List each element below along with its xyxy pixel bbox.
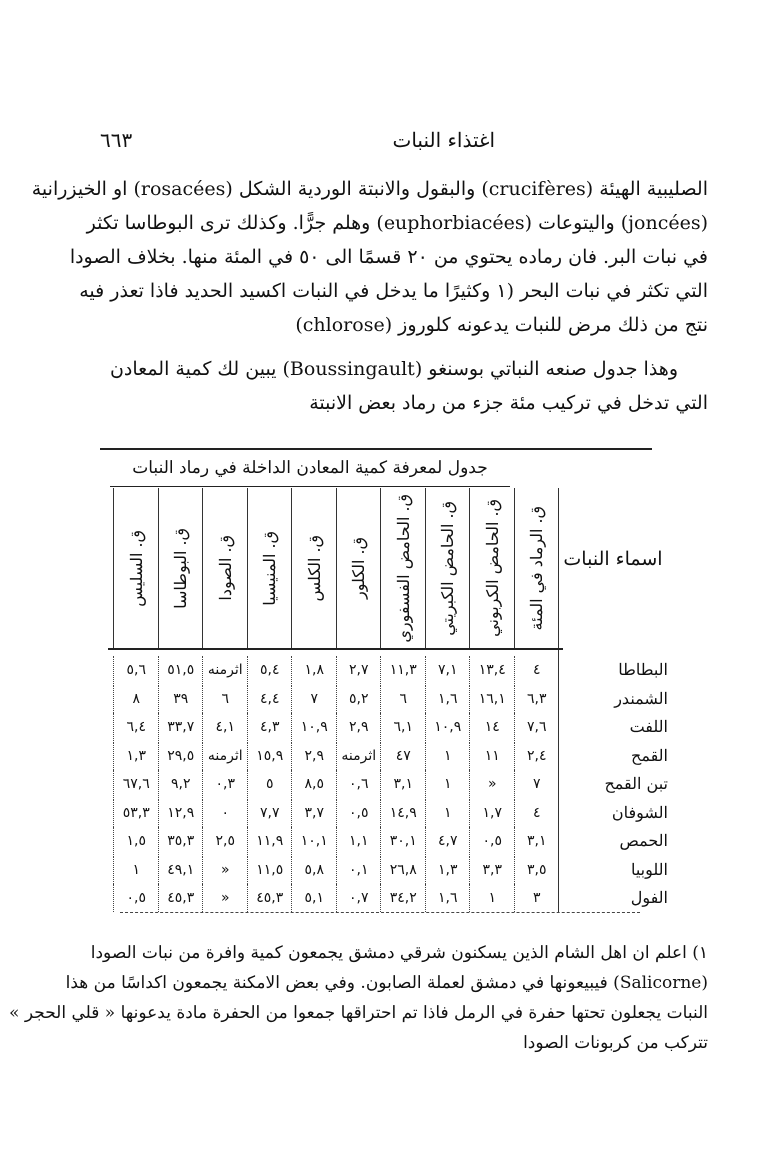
table-cell: ٤,٣ [247, 713, 293, 741]
table-cell: ١ [425, 742, 471, 770]
table-cell: » [202, 856, 248, 884]
table-cell: ٨ [113, 685, 159, 713]
table-cell: ٦ [380, 685, 426, 713]
table-cell: ١٥,٩ [247, 742, 293, 770]
table-cell: اثرمنه [202, 742, 248, 770]
table-cell: ٥١,٥ [158, 656, 204, 684]
table-row [108, 656, 668, 684]
column-header-label: ق. البوطاسا [171, 527, 191, 609]
text-line: وهذا جدول صنعه النباتي بوسنغو (Boussingault) يبين لك كمية المعادن [109, 358, 678, 380]
table-cell: ١٤,٩ [380, 799, 426, 827]
running-header [100, 128, 680, 158]
table-cell: ١٠,٩ [425, 713, 471, 741]
text-line: في نبات البر. فان رماده يحتوي من ٢٠ قسمًا الى ٥٠ في المئة منها. بخلاف الصودا [69, 246, 708, 268]
table-cell: ٧ [291, 685, 337, 713]
text-line: (joncées) واليتوعات (euphorbiacées) وهلم جرًّا. وكذلك ترى البوطاسا تكثر [86, 212, 708, 234]
column-header [202, 488, 248, 648]
column-header [113, 488, 159, 648]
plant-name: اللوبيا [630, 859, 668, 879]
paragraph-table-intro [100, 352, 708, 420]
table-cell: ١٤ [469, 713, 515, 741]
table-cell: ٤٥,٣ [247, 884, 293, 912]
table-cell: ١١,٩ [247, 827, 293, 855]
table-cell: ١١ [469, 742, 515, 770]
table-cell: ٥,٢ [336, 685, 382, 713]
text-line: التي تكثر في نبات البحر (١ وكثيرًا ما يدخل في النبات اكسيد الحديد فاذا تعذر فيه [79, 280, 708, 302]
table-cell: ٢,٩ [291, 742, 337, 770]
table-cell: ٠,٦ [336, 770, 382, 798]
table-row [108, 742, 668, 770]
table-cell: ٤,١ [202, 713, 248, 741]
table-cell: ٠,٥ [113, 884, 159, 912]
paragraph-intro [31, 172, 708, 342]
table-cell: ٥,٨ [291, 856, 337, 884]
running-title: اغتذاء النبات [392, 128, 495, 152]
table-cell: ٦,٤ [113, 713, 159, 741]
column-header-label: ق. الصودا [215, 535, 235, 601]
footnote-line: (Salicorne) فيبيعونها في دمشق لعملة الصابون. وفي بعض الامكنة يجمعون اكداسًا من هذا [65, 973, 708, 993]
table-caption: جدول لمعرفة كمية المعادن الداخلة في رماد النبات [132, 458, 488, 478]
table-row [108, 713, 668, 741]
table-cell: ٤ [514, 656, 560, 684]
table-cell: ١١,٥ [247, 856, 293, 884]
table-cell: ٣٩ [158, 685, 204, 713]
table-cell: ٤,٤ [247, 685, 293, 713]
plant-names-header: اسماء النبات [563, 548, 663, 570]
column-header [247, 488, 293, 648]
table-cell: ٧,٦ [514, 713, 560, 741]
table-row [108, 770, 668, 798]
table-cell: ٣٥,٣ [158, 827, 204, 855]
table-header-rule [108, 648, 563, 650]
table-cell: ٢,٩ [336, 713, 382, 741]
footnote-line: ١) اعلم ان اهل الشام الذين يسكنون شرقي دمشق يجمعون كمية وافرة من نبات الصودا [90, 943, 708, 963]
column-header-label: ق. الحامض الكربوني [482, 499, 502, 637]
footnote [9, 938, 708, 1058]
table-row [108, 827, 668, 855]
text-line: نتج من ذلك مرض للنبات يدعونه كلوروز (chlorose) [295, 314, 708, 336]
table-cell: ١,٦ [425, 884, 471, 912]
table-cell: ٣,٧ [291, 799, 337, 827]
column-header-label: ق. المنيسيا [260, 530, 280, 606]
table-cell: ٣,١ [380, 770, 426, 798]
plant-name: تبن القمح [604, 774, 668, 793]
table-cell: ٠,٧ [336, 884, 382, 912]
table-cell: ١,٨ [291, 656, 337, 684]
plant-name: الشوفان [611, 802, 668, 822]
text-line: التي تدخل في تركيب مئة جزء من رماد بعض الانبتة [309, 392, 708, 414]
column-header [469, 488, 515, 648]
table-cell: ٦,١ [380, 713, 426, 741]
plant-name: الشمندر [614, 688, 668, 708]
table-cell: » [202, 884, 248, 912]
table-row [108, 856, 668, 884]
page-number: ٦٦٣ [100, 128, 133, 152]
footnote-line: تتركب من كربونات الصودا [523, 1033, 708, 1053]
table-cell: ٢,٥ [202, 827, 248, 855]
table-cell: ٢,٧ [336, 656, 382, 684]
column-header [158, 488, 204, 648]
table-cell: ٥,٦ [113, 656, 159, 684]
table-cell: ٧ [514, 770, 560, 798]
table-cell: ١,٣ [425, 856, 471, 884]
table-cell: ١٠,٩ [291, 713, 337, 741]
names-divider [558, 488, 559, 913]
table-cell: ١١,٣ [380, 656, 426, 684]
table-cell: ١ [113, 856, 159, 884]
table-cell: ١,٦ [425, 685, 471, 713]
table-cell: ٣ [514, 884, 560, 912]
table-cell: اثرمنه [202, 656, 248, 684]
table-cell: ٧,٧ [247, 799, 293, 827]
plant-name: القمح [631, 745, 668, 765]
column-header [336, 488, 382, 648]
table-cell: ١ [469, 884, 515, 912]
column-header-label: ق. الحامض الكبريتي [438, 500, 458, 636]
table-cell: ٢,٤ [514, 742, 560, 770]
table-cell: ١,٥ [113, 827, 159, 855]
table-cell: ٤٧ [380, 742, 426, 770]
caption-underline [110, 486, 510, 487]
table-cell: ١٠,١ [291, 827, 337, 855]
table-cell: ٨,٥ [291, 770, 337, 798]
column-header-label: ق. السليس [126, 529, 146, 607]
table-cell: ١,١ [336, 827, 382, 855]
table-cell: ١٣,٤ [469, 656, 515, 684]
table-cell: ٩,٢ [158, 770, 204, 798]
table-cell: ١ [425, 770, 471, 798]
table-cell: ٤,٧ [425, 827, 471, 855]
table-cell: ٣,٣ [469, 856, 515, 884]
table-cell: ٠,١ [336, 856, 382, 884]
table-cell: ٣,٥ [514, 856, 560, 884]
table-cell: ١ [425, 799, 471, 827]
table-cell: ٥٣,٣ [113, 799, 159, 827]
table-cell: ٢٩,٥ [158, 742, 204, 770]
table-cell: ٠ [202, 799, 248, 827]
column-header-label: ق. الحامض الفسفوري [393, 493, 413, 643]
table-cell: اثرمنه [336, 742, 382, 770]
table-cell: ١٢,٩ [158, 799, 204, 827]
table-cell: ٣,١ [514, 827, 560, 855]
column-header [291, 488, 337, 648]
plant-name: اللفت [629, 717, 668, 736]
column-header-label: ق. الكلور [349, 536, 369, 600]
plant-name: البطاطا [618, 660, 668, 679]
table-row [108, 685, 668, 713]
table-cell: ١,٧ [469, 799, 515, 827]
table-row [108, 799, 668, 827]
table-cell: ٣٣,٧ [158, 713, 204, 741]
table-cell: ٠,٥ [469, 827, 515, 855]
table-cell: ٦,٣ [514, 685, 560, 713]
table-cell: ٤٥,٣ [158, 884, 204, 912]
footnote-line: النبات يجعلون تحتها حفرة في الرمل فاذا تم احتراقها جمعوا من الحفرة مادة يدعونها « قلي الحجر » [9, 1003, 708, 1023]
table-cell: ١٦,١ [469, 685, 515, 713]
table-cell: ١,٣ [113, 742, 159, 770]
table-cell: ٥ [247, 770, 293, 798]
column-header-label: ق. الكلس [304, 534, 324, 602]
plant-name: الحمص [619, 831, 668, 850]
column-header-label: ق. الرماد في المئة [527, 505, 547, 631]
column-header [380, 488, 426, 648]
table-cell: ٣٤,٢ [380, 884, 426, 912]
table-cell: ٣٠,١ [380, 827, 426, 855]
table-cell: ٤٩,١ [158, 856, 204, 884]
table-cell: ٥,٤ [247, 656, 293, 684]
column-header [514, 488, 560, 648]
table-cell: ٠,٣ [202, 770, 248, 798]
table-cell: ٤ [514, 799, 560, 827]
table-cell: ٥,١ [291, 884, 337, 912]
table-top-rule [100, 448, 652, 450]
table-row [108, 884, 668, 912]
text-line: الصليبية الهيئة (crucifères) والبقول والانبتة الوردية الشكل (rosacées) او الخيزرانية [31, 178, 708, 200]
table-cell: ٦٧,٦ [113, 770, 159, 798]
plant-name: الفول [630, 888, 668, 907]
table-cell: ٦ [202, 685, 248, 713]
table-cell: ٠,٥ [336, 799, 382, 827]
table-bottom-rule [120, 912, 640, 913]
column-header [425, 488, 471, 648]
table-cell: » [469, 770, 515, 798]
table-cell: ٧,١ [425, 656, 471, 684]
table-cell: ٢٦,٨ [380, 856, 426, 884]
